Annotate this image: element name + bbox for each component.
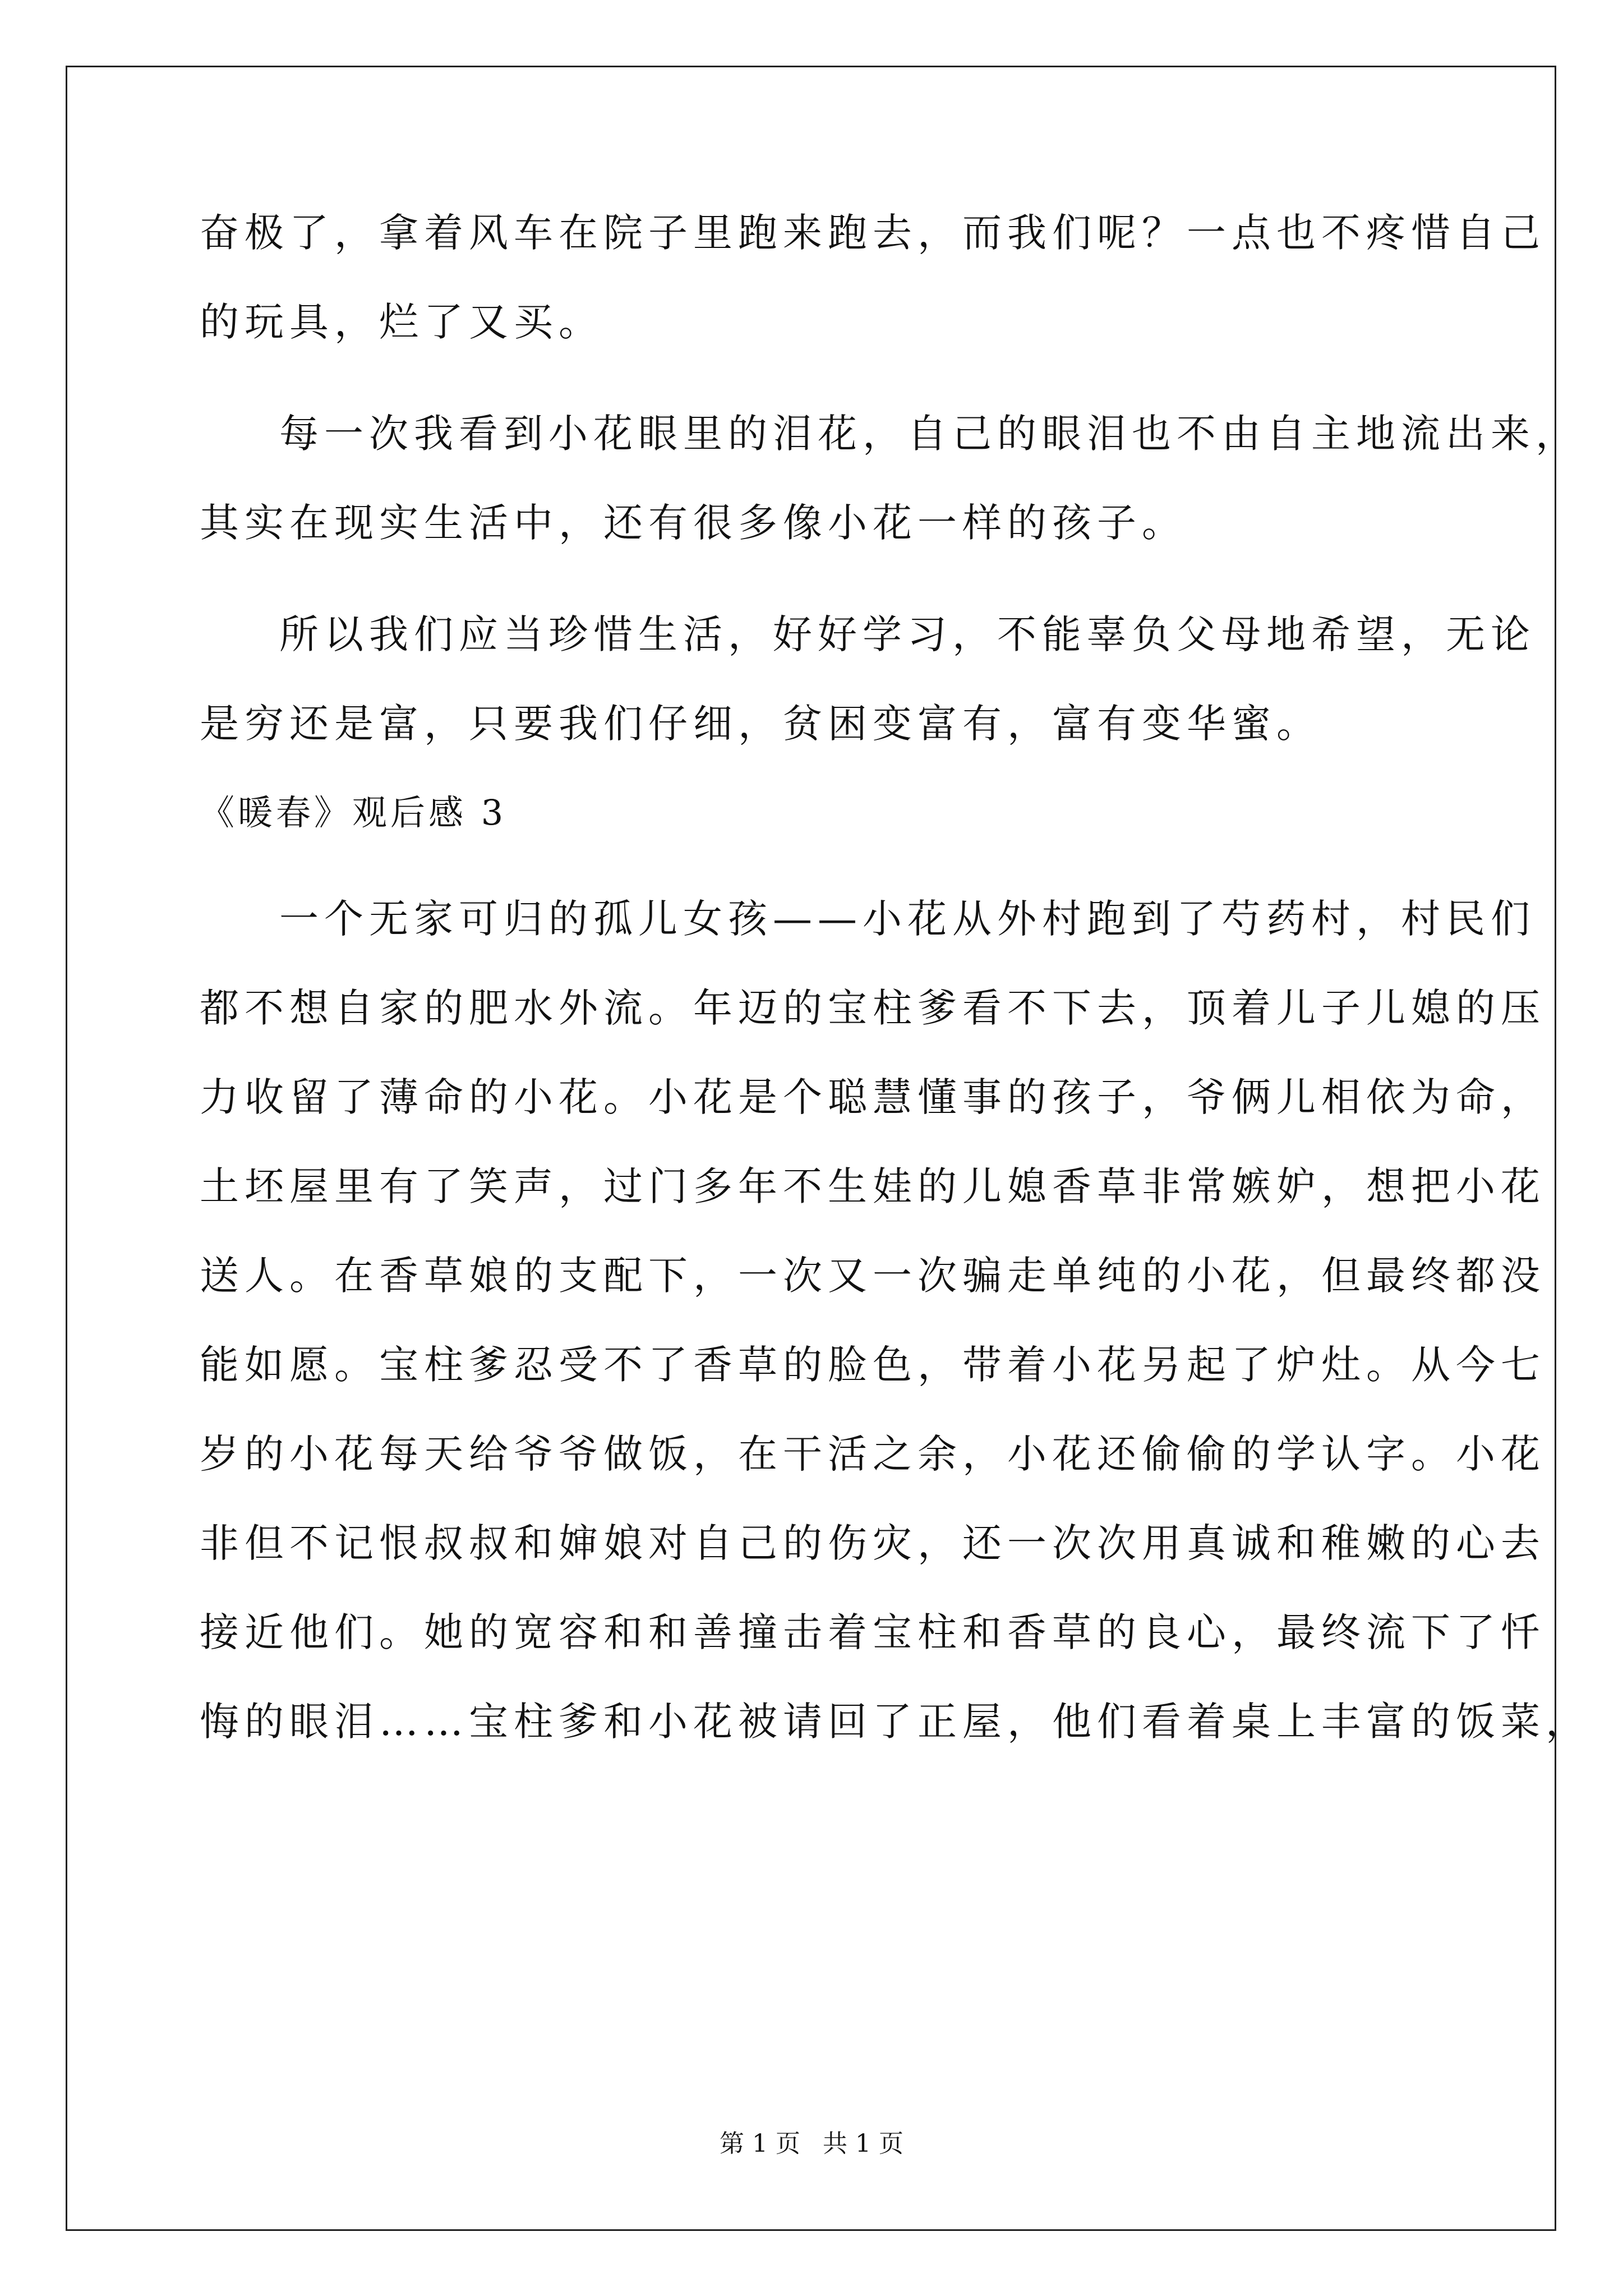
text-line: 岁的小花每天给爷爷做饭，在干活之余，小花还偷偷的学认字。小花 — [200, 1431, 1546, 1477]
text-line: 接近他们。她的宽容和和善撞击着宝柱和香草的良心，最终流下了忏 — [200, 1609, 1546, 1655]
text-line: 其实在现实生活中，还有很多像小花一样的孩子。 — [200, 500, 1187, 546]
text-line: 的玩具，烂了又买。 — [200, 299, 603, 345]
section-heading: 《暖春》观后感 3 — [200, 792, 507, 833]
text-line: 力收留了薄命的小花。小花是个聪慧懂事的孩子，爷俩儿相依为命， — [200, 1074, 1546, 1120]
text-line: 奋极了，拿着风车在院子里跑来跑去，而我们呢？一点也不疼惜自己 — [200, 210, 1546, 256]
paragraph-start: 每一次我看到小花眼里的泪花，自己的眼泪也不由自主地流出来， — [279, 411, 1580, 457]
page-number: 第 1 页 — [720, 2129, 800, 2158]
page-total: 共 1 页 — [823, 2129, 903, 2158]
text-line: 悔的眼泪……宝柱爹和小花被请回了正屋，他们看着桌上丰富的饭菜， — [200, 1699, 1590, 1745]
text-line: 送人。在香草娘的支配下，一次又一次骗走单纯的小花，但最终都没 — [200, 1253, 1546, 1299]
text-line: 非但不记恨叔叔和婶娘对自己的伤灾，还一次次用真诚和稚嫩的心去 — [200, 1520, 1546, 1566]
paragraph-start: 所以我们应当珍惜生活，好好学习，不能辜负父母地希望，无论 — [279, 611, 1536, 657]
paragraph-start: 一个无家可归的孤儿女孩——小花从外村跑到了芍药村，村民们 — [279, 896, 1536, 942]
page-border — [66, 66, 1556, 2231]
page-footer — [0, 2129, 1623, 2158]
text-line: 是穷还是富，只要我们仔细，贫困变富有，富有变华蜜。 — [200, 701, 1321, 747]
text-line: 土坯屋里有了笑声，过门多年不生娃的儿媳香草非常嫉妒，想把小花 — [200, 1163, 1546, 1209]
text-line: 都不想自家的肥水外流。年迈的宝柱爹看不下去，顶着儿子儿媳的压 — [200, 985, 1546, 1031]
text-line: 能如愿。宝柱爹忍受不了香草的脸色，带着小花另起了炉灶。从今七 — [200, 1342, 1546, 1388]
